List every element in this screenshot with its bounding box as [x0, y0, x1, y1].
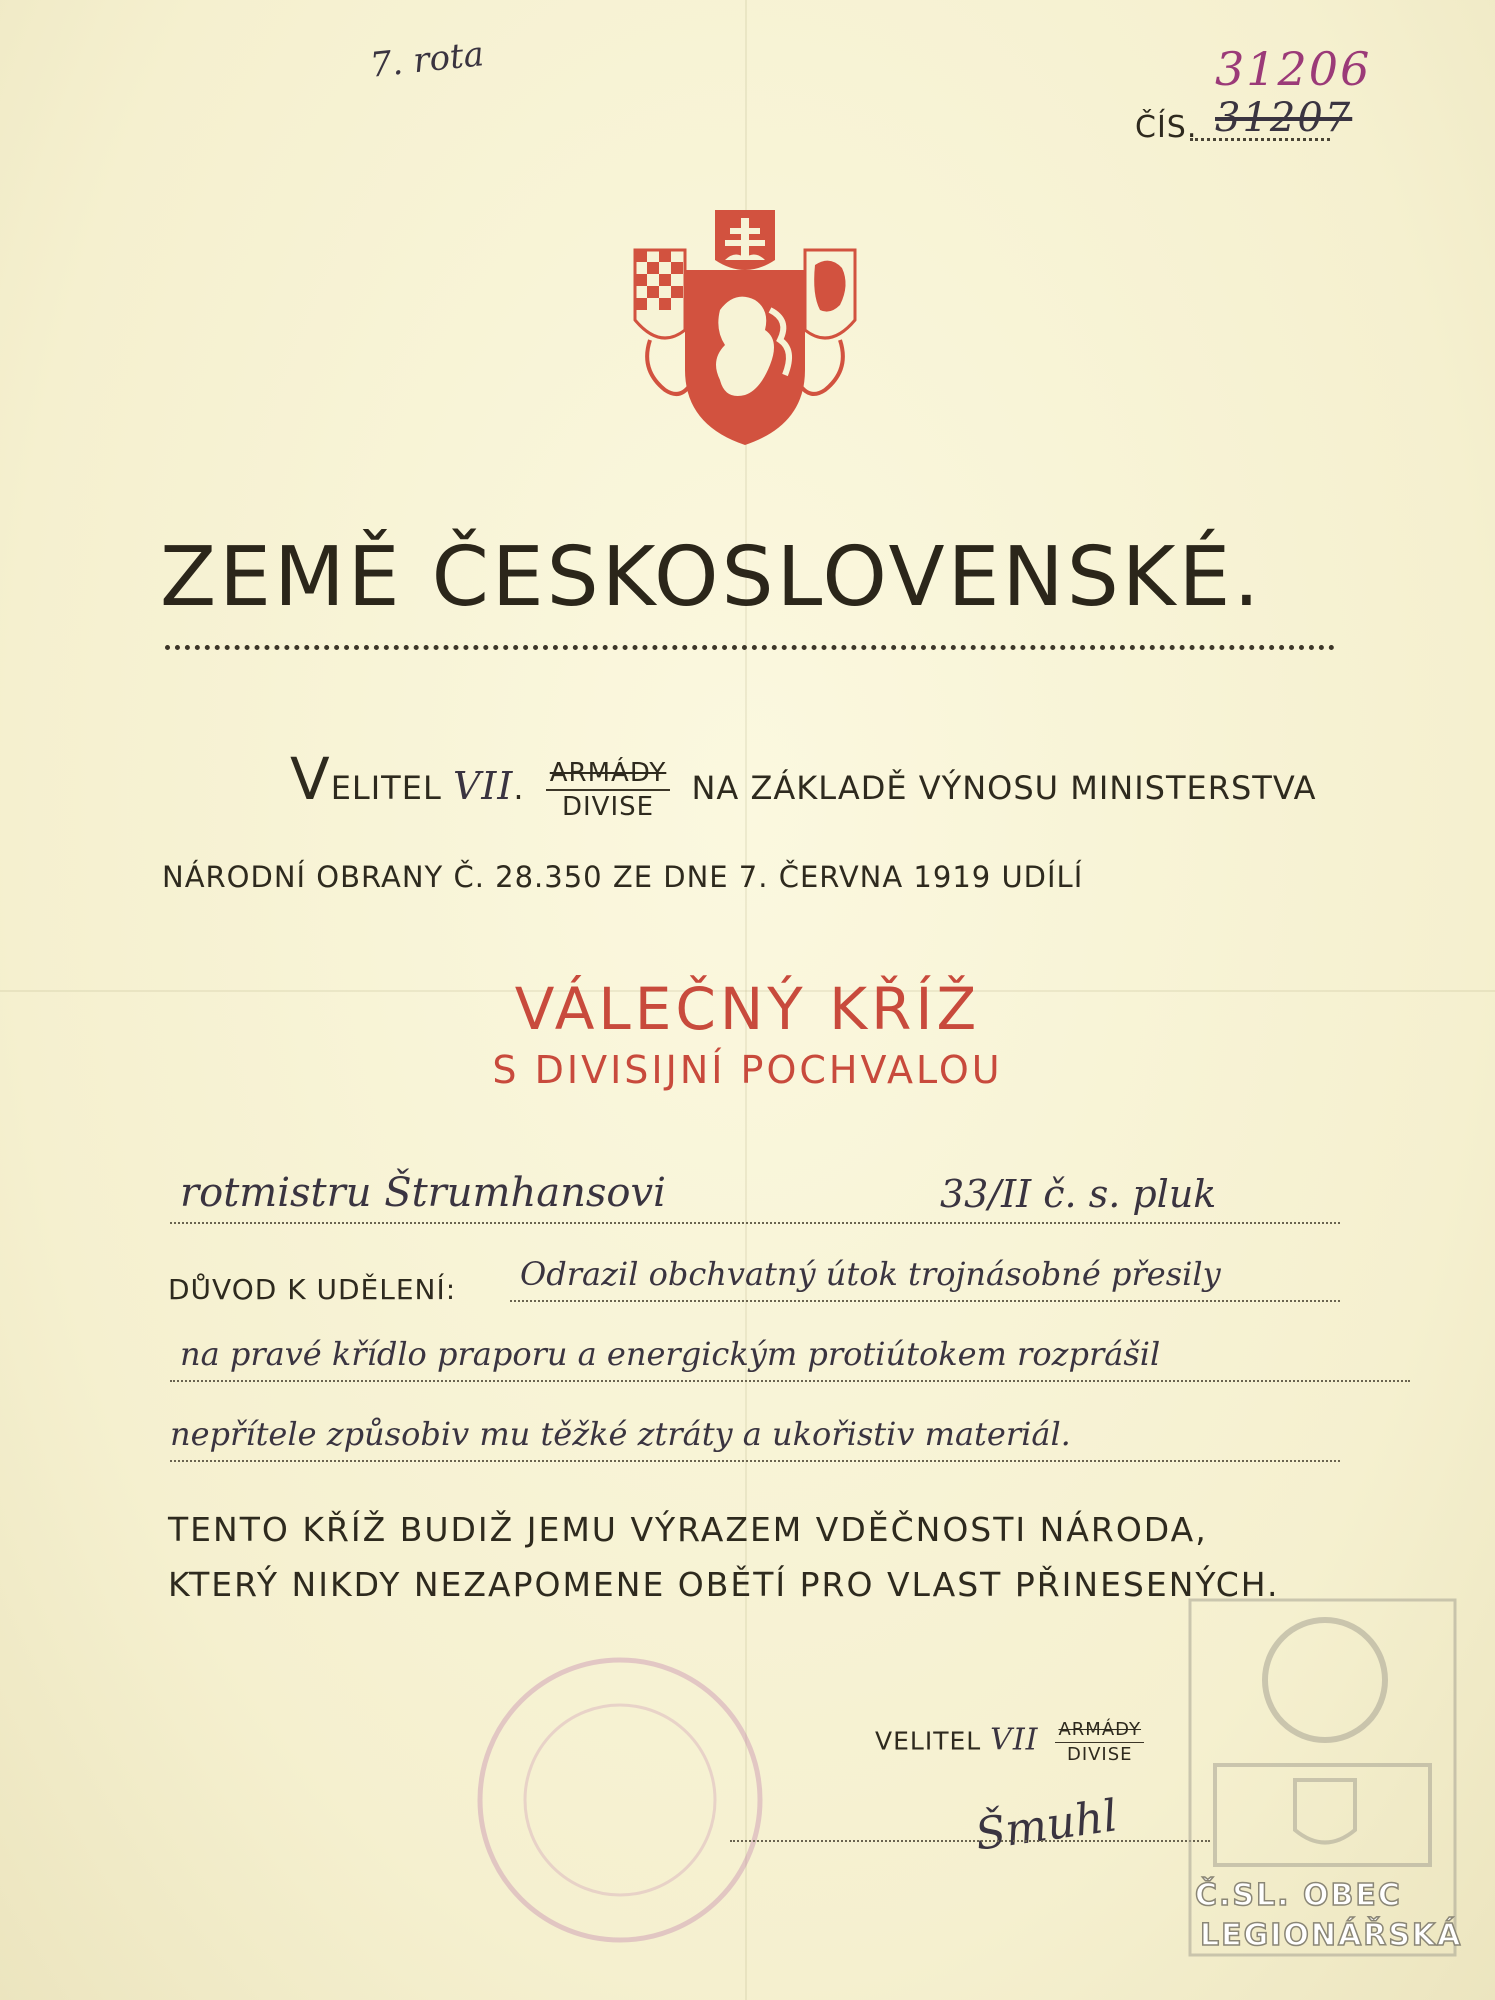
official-stamp-icon	[460, 1640, 780, 1960]
recipient-name: rotmistru Štrumhansovi	[180, 1170, 666, 1216]
signature-armady-divise	[1055, 1718, 1144, 1767]
signature-velitel	[875, 1718, 1144, 1767]
reason-rule-2	[170, 1380, 1410, 1382]
title-dotted-rule	[165, 645, 1335, 650]
handwritten-note: 7. rota	[368, 34, 486, 86]
reason-line-2: na pravé křídlo praporu a energickým protiútokem rozprášil	[180, 1335, 1161, 1373]
stamped-number: 31206	[1215, 42, 1372, 96]
armady-struck: ARMÁDY	[546, 757, 671, 791]
signature-division-number: VII	[990, 1722, 1039, 1758]
velitel-initial: V	[290, 745, 331, 813]
reason-label: DŮVOD K UDĚLENÍ:	[168, 1273, 457, 1306]
divise-label: DIVISE	[561, 792, 655, 822]
armady-divise-choice	[546, 757, 671, 823]
recipient-line	[170, 1222, 1340, 1224]
signature-armady-struck: ARMÁDY	[1055, 1718, 1144, 1743]
signature-dotted-line	[730, 1840, 1210, 1842]
award-subtitle: S DIVISIJNÍ POCHVALOU	[492, 1048, 1003, 1092]
commander-signature: Šmuhl	[972, 1790, 1121, 1861]
coat-of-arms-icon	[620, 200, 870, 450]
closing-line-1: TENTO KŘÍŽ BUDIŽ JEMU VÝRAZEM VDĚČNOSTI NÁRODA,	[168, 1510, 1208, 1549]
cis-label: ČÍS.	[1135, 110, 1198, 145]
signature-divise: DIVISE	[1066, 1744, 1133, 1765]
intro-line-2: NÁRODNÍ OBRANY Č. 28.350 ZE DNE 7. ČERVNA 1919 UDÍLÍ	[162, 860, 1084, 894]
reason-rule-3	[170, 1460, 1340, 1462]
page-title: ZEMĚ ČESKOSLOVENSKÉ.	[160, 530, 1263, 625]
recipient-regiment: 33/II č. s. pluk	[940, 1172, 1217, 1216]
reason-rule-1	[510, 1300, 1340, 1302]
intro-line-1: VELITEL VII. ARMÁDY DIVISE NA ZÁKLADĚ VÝNOSU MINISTERSTVA	[290, 745, 1317, 822]
cis-dotted-line	[1190, 138, 1330, 141]
velitel-rest: ELITEL	[330, 769, 442, 807]
cis-number: 31207	[1215, 95, 1353, 141]
closing-line-2: KTERÝ NIKDY NEZAPOMENE OBĚTÍ PRO VLAST PŘINESENÝCH.	[168, 1565, 1280, 1604]
watermark-line-1: Č.SL. OBEC	[1195, 1878, 1402, 1913]
award-name: VÁLEČNÝ KŘÍŽ	[514, 975, 981, 1043]
reason-line-1: Odrazil obchvatný útok trojnásobné přesily	[520, 1255, 1221, 1293]
reason-line-3: nepřítele způsobiv mu těžké ztráty a ukořistiv materiál.	[170, 1415, 1071, 1453]
division-number: VII	[452, 764, 514, 808]
signature-velitel-label: VELITEL	[875, 1726, 982, 1756]
watermark-line-2: LEGIONÁŘSKÁ	[1200, 1918, 1463, 1953]
intro-line-1-rest: NA ZÁKLADĚ VÝNOSU MINISTERSTVA	[691, 769, 1317, 807]
